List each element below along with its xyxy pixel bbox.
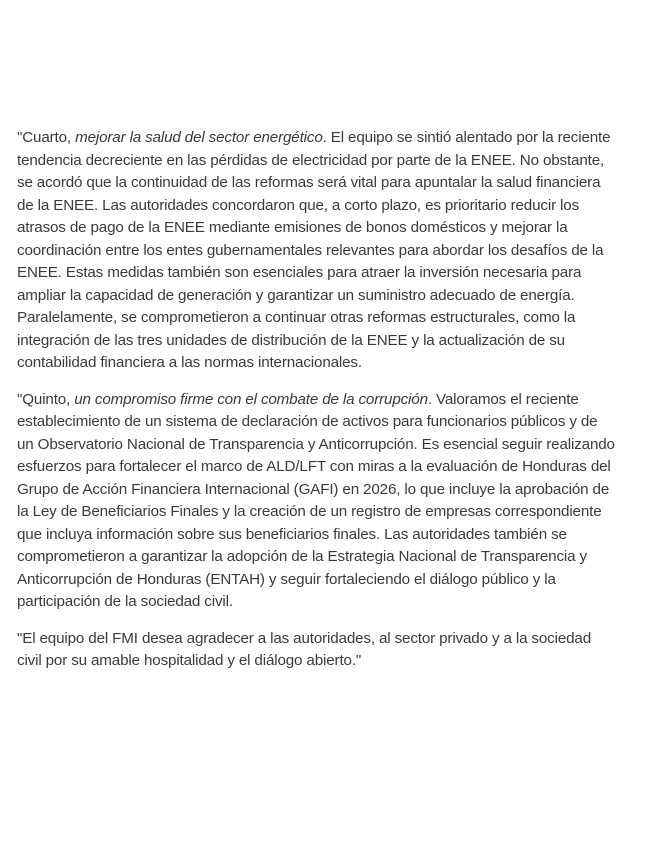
paragraph-text: "El equipo del FMI desea agradecer a las autoridades, al sector privado y a la sociedad civil por su amable hospitalidad y el diálogo abierto." [17,629,592,669]
paragraph-lead: "Cuarto, [17,129,76,146]
paragraph-emphasis: un compromiso firme con el combate de la corrupción [74,390,428,408]
paragraph-anticorruption [17,389,617,614]
paragraph-acknowledgment [17,628,617,673]
paragraph-text: . El equipo se sintió alentado por la reciente tendencia decreciente en las pérdidas de electricidad por parte de la ENEE. No obstante, se acordó que la continuidad de las reformas será vital para apuntalar la salud financiera de la ENEE. Las autoridades concordaron que, a corto plazo, es prioritario reducir los atrasos de pago de la ENEE mediante emisiones de bonos domésticos y mejorar la coordinación entre los entes gubernamentales relevantes para abordar los desafíos de la ENEE. Estas medidas también son esenciales para atraer la inversión necesaria para ampliar la capacidad de generación y garantizar un suministro adecuado de energía. Paralelamente, se comprometieron a continuar otras reformas estructurales, como la integración de las tres unidades de distribución de la ENEE y la actualización de su contabilidad financiera a las normas internacionales. [17,129,611,371]
paragraph-text: . Valoramos el reciente establecimiento de un sistema de declaración de activos para funcionarios públicos y de un Observatorio Nacional de Transparencia y Anticorrupción. Es esencial seguir realizando esfuerzos para fortalecer el marco de ALD/LFT con miras a la evaluación de Honduras del Grupo de Acción Financiera Internacional (GAFI) en 2026, lo que incluye la aprobación de la Ley de Beneficiarios Finales y la creación de un registro de empresas correspondiente que incluya información sobre sus beneficiarios finales. Las autoridades también se comprometieron a garantizar la adopción de la Estrategia Nacional de Transparencia y Anticorrupción de Honduras (ENTAH) y seguir fortaleciendo el diálogo público y la participación de la sociedad civil. [17,390,615,610]
paragraph-energy-sector [17,127,617,375]
paragraph-lead: "Quinto, [17,390,75,408]
article-body [17,127,617,687]
paragraph-emphasis: mejorar la salud del sector energético [75,129,323,146]
